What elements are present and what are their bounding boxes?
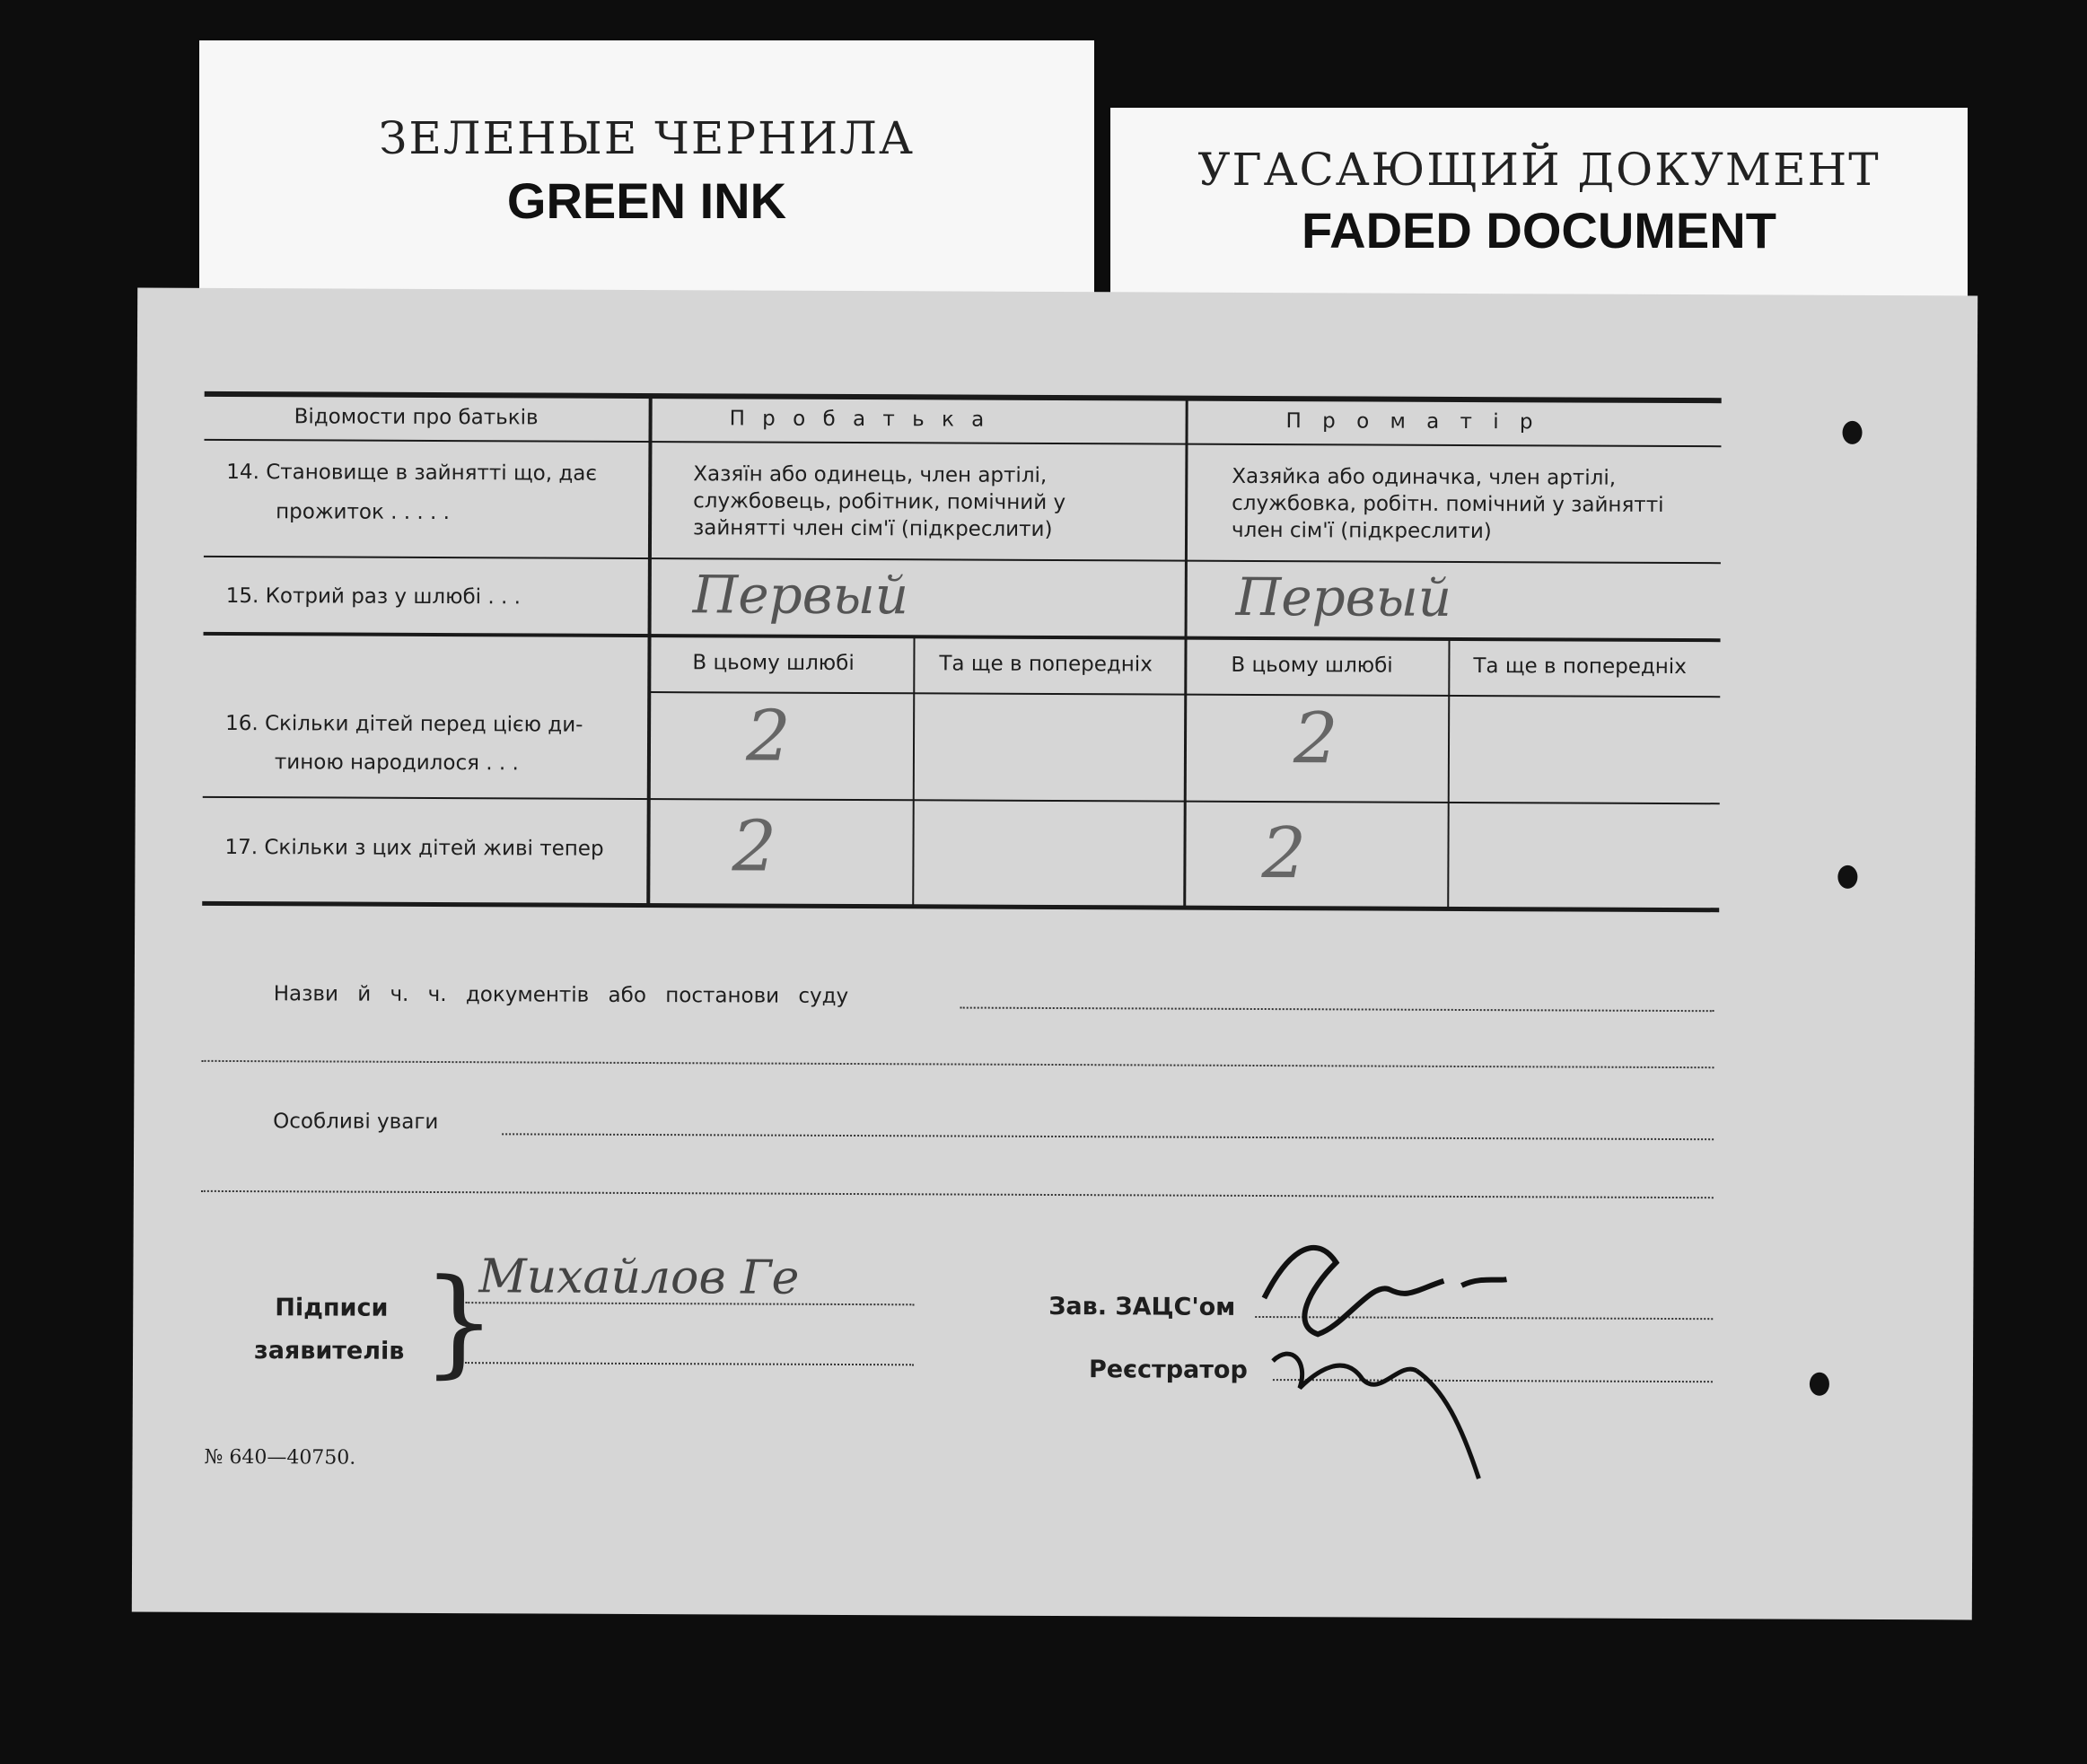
form-sheet <box>132 288 1977 1620</box>
green-ink-label-ru: ЗЕЛЕНЫЕ ЧЕРНИЛА <box>379 112 915 164</box>
faded-document-label-en: FADED DOCUMENT <box>1302 202 1776 259</box>
subheader-father-previous: Та ще в попередніх <box>939 652 1153 677</box>
row14-label-line2: прожиток . . . . . <box>276 500 451 525</box>
signature-line-1 <box>465 1302 914 1305</box>
row16-label-line1: 16. Скільки дітей перед цією ди- <box>225 711 583 737</box>
row15-label: 15. Котрий раз у шлюбі . . . <box>225 584 521 610</box>
subheader-mother-previous: Та ще в попередніх <box>1473 654 1687 680</box>
header-about-father: П р о б а т ь к а <box>729 407 990 432</box>
row14-father-options: Хазяїн або одинець, член артілі, службовець, робітник, помічний у зайнятті член сім'ї (підкреслити) <box>693 462 1066 541</box>
applicant-signature: Михайлов Ге <box>478 1250 800 1305</box>
registrar-label: Реєстратор <box>1088 1356 1248 1384</box>
header-parents-info: Відомости про батьків <box>294 405 539 430</box>
subheader-mother-this-marriage: В цьому шлюбі <box>1231 653 1393 678</box>
documents-line-1 <box>960 1007 1714 1013</box>
table-bottom-rule <box>202 901 1719 912</box>
punch-hole-2 <box>1837 865 1857 889</box>
col-divider-2 <box>1183 399 1188 908</box>
header-about-mother: П р о м а т і р <box>1285 409 1540 434</box>
table-top-rule <box>205 391 1722 403</box>
row17-father-this-marriage: 2 <box>732 806 777 888</box>
notes-line-1 <box>502 1133 1714 1140</box>
row14-mother-options: Хазяйка або одиначка, член артілі, службовка, робітн. помічний у зайнятті член сім'ї (підкреслити) <box>1232 464 1664 544</box>
row15-father-handwriting: Первый <box>692 564 909 627</box>
row15-mother-handwriting: Первый <box>1235 566 1452 628</box>
faded-document-label-card <box>1110 108 1968 314</box>
signatures-label-line1: Підписи <box>275 1294 389 1322</box>
row14-label-line1: 14. Становище в зайнятті що, дає <box>226 460 598 486</box>
green-ink-label-card <box>199 40 1094 310</box>
signature-line-2 <box>465 1362 914 1365</box>
documents-line-2 <box>201 1060 1714 1068</box>
punch-hole-1 <box>1842 421 1862 444</box>
faded-document-label-ru: УГАСАЮЩИЙ ДОКУМЕНТ <box>1197 144 1881 196</box>
signatures-label-line2: заявителів <box>253 1337 405 1365</box>
signatures-brace: } <box>421 1252 497 1391</box>
green-ink-label-en: GREEN INK <box>506 172 787 229</box>
row16-mother-this-marriage: 2 <box>1293 698 1338 780</box>
row16-bottom-rule <box>203 796 1720 804</box>
notes-line-2 <box>201 1190 1714 1198</box>
documents-label: Назви й ч. ч. документів або постанови суду <box>273 982 849 1008</box>
col-divider-4 <box>1447 639 1450 908</box>
col-divider-1 <box>646 396 652 906</box>
row14-bottom-rule <box>204 556 1721 564</box>
subheader-father-this-marriage: В цьому шлюбі <box>692 651 855 676</box>
col-divider-3 <box>912 636 915 906</box>
form-number: № 640—40750. <box>204 1445 356 1470</box>
row17-mother-this-marriage: 2 <box>1261 813 1307 895</box>
row15-bottom-rule <box>204 632 1721 642</box>
row17-label: 17. Скільки з цих дітей живі тепер <box>224 835 604 861</box>
row16-father-this-marriage: 2 <box>745 696 791 777</box>
notes-label: Особливі уваги <box>273 1110 439 1135</box>
header-bottom-rule <box>204 439 1721 447</box>
official-signatures <box>1236 1226 1668 1515</box>
row16-label-line2: тиною народилося . . . <box>274 750 519 776</box>
head-zags-label: Зав. ЗАЦС'ом <box>1048 1292 1236 1321</box>
punch-hole-3 <box>1810 1373 1829 1396</box>
